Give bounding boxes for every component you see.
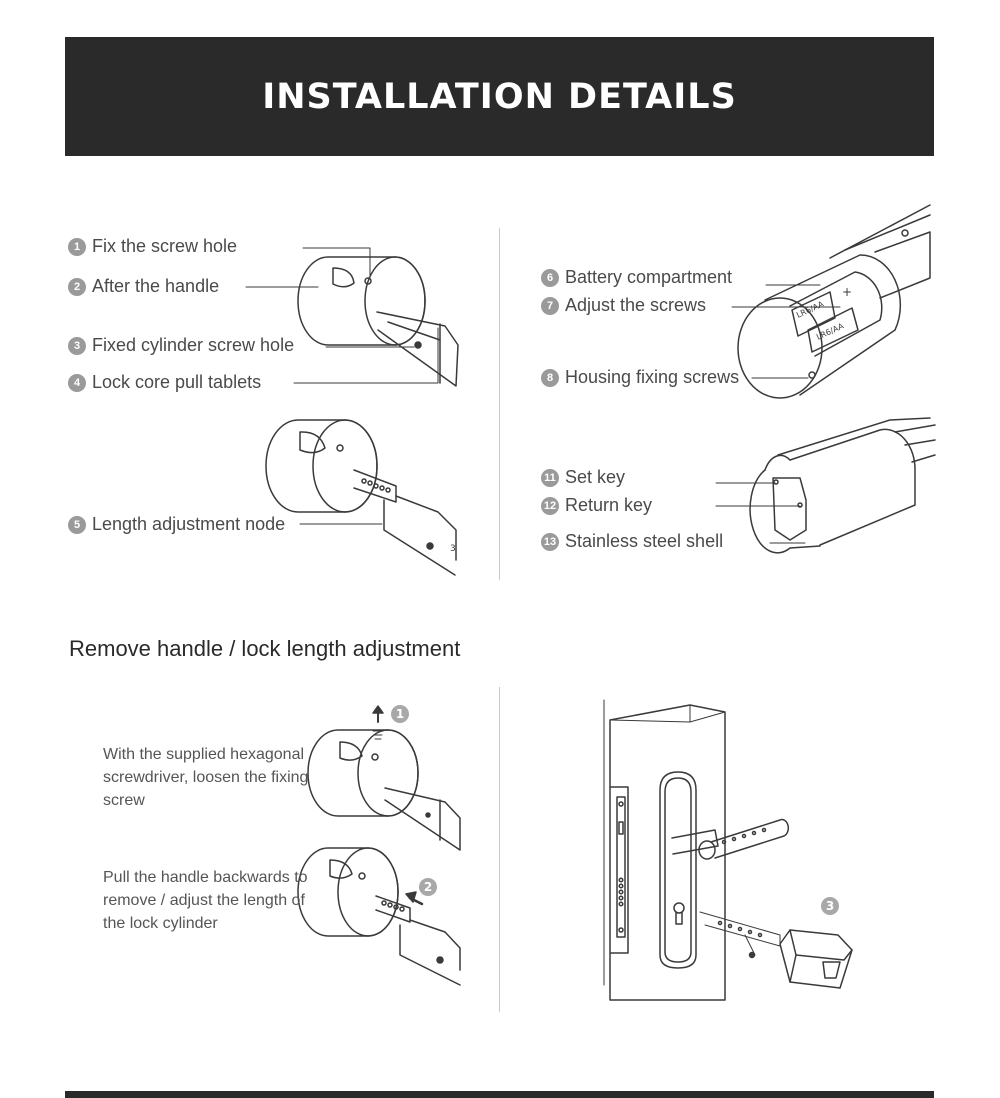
callout-3: [68, 335, 294, 356]
callout-text: Return key: [565, 495, 653, 515]
door-lock-drawing: [604, 700, 852, 1000]
callout-1: [68, 236, 237, 257]
lock-cylinder-drawing-1: [246, 248, 458, 386]
battery-compartment-drawing: [732, 205, 930, 398]
callout-number: 3: [68, 337, 86, 355]
badge-2: 2: [423, 880, 433, 894]
callout-7: [541, 295, 706, 316]
callout-13: [541, 531, 723, 552]
callout-text: Length adjustment node: [92, 514, 286, 534]
callout-number: 5: [68, 516, 86, 534]
page-title: INSTALLATION DETAILS: [262, 76, 737, 117]
callout-text: Stainless steel shell: [565, 531, 724, 551]
badge-1: 1: [395, 707, 405, 721]
callout-text: Fix the screw hole: [92, 236, 238, 256]
callout-number: 4: [68, 374, 86, 392]
mini-number: 3: [450, 544, 456, 554]
pull-handle-drawing: [298, 848, 460, 985]
callout-number: 2: [68, 278, 86, 296]
battery-label-1: LR6/AA: [795, 299, 826, 320]
lock-cylinder-drawing-2: [266, 420, 456, 575]
callout-text: Lock core pull tablets: [92, 372, 262, 392]
callout-number: 11: [541, 469, 559, 487]
step-2-text: Pull the handle backwards to remove / adjust the length of the lock cylinder: [103, 869, 308, 932]
plus-sign: +: [842, 285, 853, 299]
callout-text: Adjust the screws: [565, 295, 707, 315]
callout-number: 8: [541, 369, 559, 387]
step-1-text: With the supplied hexagonal screwdriver, loosen the fixing screw: [103, 746, 309, 809]
callout-text: Set key: [565, 467, 626, 487]
callout-2: [68, 276, 219, 297]
callout-number: 7: [541, 297, 559, 315]
callout-11: [541, 467, 625, 488]
badge-3: 3: [825, 899, 835, 913]
callout-number: 13: [541, 533, 559, 551]
battery-label-2: LR6/AA: [815, 321, 846, 342]
callout-number: 12: [541, 497, 559, 515]
callout-number: 6: [541, 269, 559, 287]
callout-12: [541, 495, 652, 516]
callout-text: Fixed cylinder screw hole: [92, 335, 295, 355]
steel-shell-drawing: [716, 418, 935, 553]
callout-6: [541, 267, 732, 288]
footer-bar: [65, 1091, 934, 1098]
callout-text: Housing fixing screws: [565, 367, 740, 387]
callout-8: [541, 367, 739, 388]
callout-4: [68, 372, 261, 393]
callout-5: [68, 514, 285, 535]
callout-number: 1: [68, 238, 86, 256]
section-title: Remove handle / lock length adjustment: [69, 636, 461, 661]
callout-text: Battery compartment: [565, 267, 733, 287]
callout-text: After the handle: [92, 276, 220, 296]
